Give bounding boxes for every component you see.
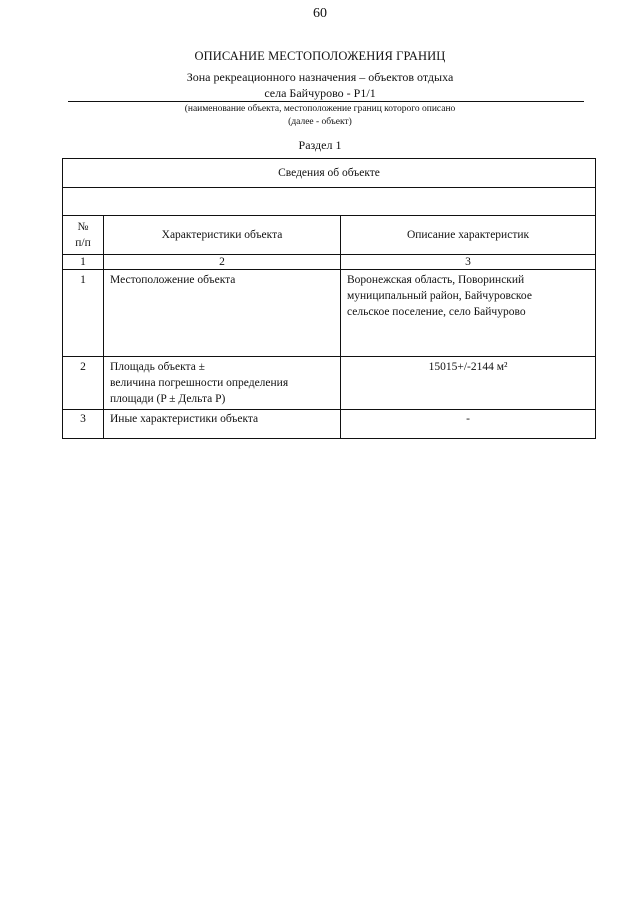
row-num: 3	[63, 410, 104, 439]
object-note-line-1: (наименование объекта, местоположение границ которого описано	[184, 104, 456, 114]
header-num	[63, 216, 104, 255]
section-title: Раздел 1	[298, 138, 342, 152]
table-row	[63, 270, 596, 357]
characteristic-line: величина погрешности определения	[110, 377, 289, 389]
object-info-table	[62, 158, 596, 439]
description-line: Воронежская область, Поворинский	[347, 274, 525, 286]
characteristic-line: Площадь объекта ±	[110, 361, 205, 373]
object-name-line-1: Зона рекреационного назначения – объектов отдыха	[186, 70, 454, 84]
column-number-1: 1	[63, 255, 104, 270]
header-characteristics: Характеристики объекта	[104, 216, 341, 255]
row-characteristic	[104, 357, 341, 410]
row-num: 2	[63, 357, 104, 410]
row-num: 1	[63, 270, 104, 357]
object-note-line-2: (далее - объект)	[288, 117, 352, 127]
header-num-line-1: №	[77, 221, 89, 233]
column-number-2: 2	[104, 255, 341, 270]
characteristic-line: Местоположение объекта	[110, 274, 236, 286]
page-number: 60	[313, 6, 327, 21]
document-title: ОПИСАНИЕ МЕСТОПОЛОЖЕНИЯ ГРАНИЦ	[194, 49, 446, 63]
table-row	[63, 410, 596, 439]
table-header-row	[63, 216, 596, 255]
row-characteristic	[104, 270, 341, 357]
table-empty-row	[63, 188, 596, 216]
empty-cell	[63, 188, 596, 216]
table-title-row	[63, 159, 596, 188]
column-number-row	[63, 255, 596, 270]
row-description: 15015+/-2144 м²	[341, 357, 596, 410]
description-line: муниципальный район, Байчуровское	[347, 290, 532, 302]
table-title: Сведения об объекте	[63, 159, 596, 188]
row-description: -	[341, 410, 596, 439]
underline-rule	[68, 101, 584, 102]
header-description: Описание характеристик	[341, 216, 596, 255]
table-row	[63, 357, 596, 410]
object-name-line-2: села Байчурово - Р1/1	[264, 86, 376, 100]
header-num-line-2: п/п	[75, 237, 91, 249]
description-line: сельское поселение, село Байчурово	[347, 306, 526, 318]
row-description	[341, 270, 596, 357]
column-number-3: 3	[341, 255, 596, 270]
characteristic-line: площади (P ± Дельта P)	[110, 393, 226, 405]
row-characteristic: Иные характеристики объекта	[104, 410, 341, 439]
